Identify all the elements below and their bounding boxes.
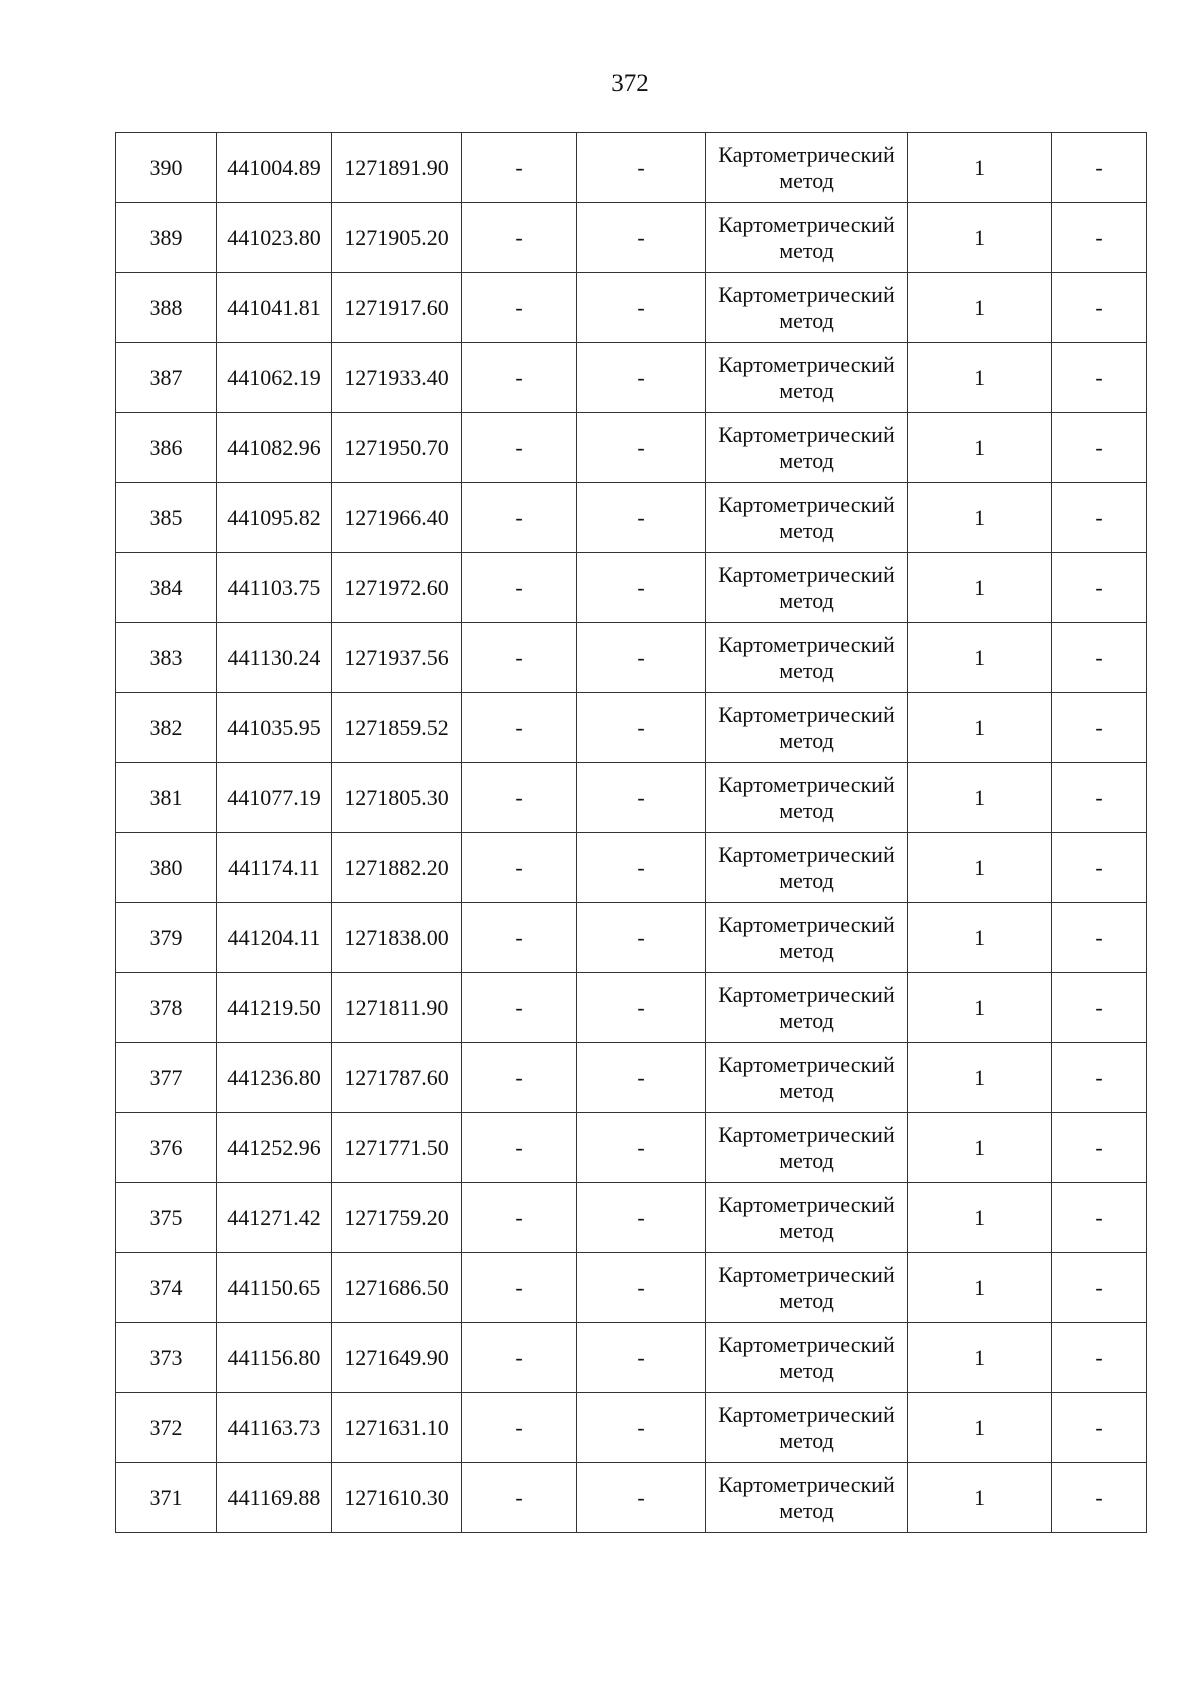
- method-line-2: метод: [779, 727, 834, 753]
- column-8-cell: -: [1052, 1323, 1147, 1393]
- accuracy-cell: 1: [908, 763, 1052, 833]
- point-number-cell: 381: [116, 763, 217, 833]
- column-8-cell: -: [1052, 973, 1147, 1043]
- point-number-cell: 387: [116, 343, 217, 413]
- table-row: [116, 483, 1147, 553]
- table-row: [116, 1323, 1147, 1393]
- x-coordinate-cell: 441156.80: [217, 1323, 332, 1393]
- accuracy-cell: 1: [908, 1463, 1052, 1533]
- column-8-cell: -: [1052, 1393, 1147, 1463]
- method-line-1: Картометрический: [718, 491, 895, 517]
- column-4-cell: -: [462, 763, 577, 833]
- table-row: [116, 1043, 1147, 1113]
- column-4-cell: -: [462, 623, 577, 693]
- method-line-2: метод: [779, 307, 834, 333]
- point-number-cell: 383: [116, 623, 217, 693]
- method-cell: [706, 833, 908, 903]
- method-line-1: Картометрический: [718, 561, 895, 587]
- method-cell: [706, 1043, 908, 1113]
- column-5-cell: -: [577, 413, 706, 483]
- method-line-1: Картометрический: [718, 631, 895, 657]
- method-line-2: метод: [779, 1357, 834, 1383]
- table-row: [116, 1253, 1147, 1323]
- method-line-1: Картометрический: [718, 1471, 895, 1497]
- method-line-1: Картометрический: [718, 1121, 895, 1147]
- y-coordinate-cell: 1271838.00: [332, 903, 462, 973]
- method-cell: [706, 1253, 908, 1323]
- method-line-1: Картометрический: [718, 911, 895, 937]
- column-8-cell: -: [1052, 273, 1147, 343]
- column-4-cell: -: [462, 413, 577, 483]
- y-coordinate-cell: 1271805.30: [332, 763, 462, 833]
- method-line-1: Картометрический: [718, 701, 895, 727]
- y-coordinate-cell: 1271771.50: [332, 1113, 462, 1183]
- column-5-cell: -: [577, 133, 706, 203]
- accuracy-cell: 1: [908, 973, 1052, 1043]
- y-coordinate-cell: 1271686.50: [332, 1253, 462, 1323]
- x-coordinate-cell: 441077.19: [217, 763, 332, 833]
- table-row: [116, 553, 1147, 623]
- method-cell: [706, 1113, 908, 1183]
- y-coordinate-cell: 1271933.40: [332, 343, 462, 413]
- accuracy-cell: 1: [908, 1113, 1052, 1183]
- method-line-2: метод: [779, 657, 834, 683]
- column-5-cell: -: [577, 1323, 706, 1393]
- accuracy-cell: 1: [908, 203, 1052, 273]
- x-coordinate-cell: 441103.75: [217, 553, 332, 623]
- point-number-cell: 375: [116, 1183, 217, 1253]
- method-line-2: метод: [779, 167, 834, 193]
- point-number-cell: 378: [116, 973, 217, 1043]
- column-4-cell: -: [462, 203, 577, 273]
- x-coordinate-cell: 441174.11: [217, 833, 332, 903]
- method-line-1: Картометрический: [718, 1261, 895, 1287]
- x-coordinate-cell: 441163.73: [217, 1393, 332, 1463]
- point-number-cell: 386: [116, 413, 217, 483]
- accuracy-cell: 1: [908, 693, 1052, 763]
- column-4-cell: -: [462, 1393, 577, 1463]
- column-5-cell: -: [577, 1253, 706, 1323]
- method-line-1: Картометрический: [718, 351, 895, 377]
- column-8-cell: -: [1052, 693, 1147, 763]
- x-coordinate-cell: 441095.82: [217, 483, 332, 553]
- method-cell: [706, 273, 908, 343]
- column-4-cell: -: [462, 903, 577, 973]
- table-row: [116, 273, 1147, 343]
- column-4-cell: -: [462, 1323, 577, 1393]
- table-row: [116, 623, 1147, 693]
- column-5-cell: -: [577, 763, 706, 833]
- column-5-cell: -: [577, 343, 706, 413]
- y-coordinate-cell: 1271937.56: [332, 623, 462, 693]
- y-coordinate-cell: 1271917.60: [332, 273, 462, 343]
- x-coordinate-cell: 441219.50: [217, 973, 332, 1043]
- column-5-cell: -: [577, 1043, 706, 1113]
- method-line-2: метод: [779, 377, 834, 403]
- method-line-1: Картометрический: [718, 981, 895, 1007]
- method-line-2: метод: [779, 1007, 834, 1033]
- point-number-cell: 376: [116, 1113, 217, 1183]
- column-4-cell: -: [462, 133, 577, 203]
- column-8-cell: -: [1052, 1113, 1147, 1183]
- accuracy-cell: 1: [908, 413, 1052, 483]
- method-cell: [706, 763, 908, 833]
- method-line-1: Картометрический: [718, 1051, 895, 1077]
- x-coordinate-cell: 441082.96: [217, 413, 332, 483]
- table-row: [116, 1463, 1147, 1533]
- method-cell: [706, 1323, 908, 1393]
- table-row: [116, 693, 1147, 763]
- method-cell: [706, 1393, 908, 1463]
- column-5-cell: -: [577, 833, 706, 903]
- y-coordinate-cell: 1271882.20: [332, 833, 462, 903]
- column-8-cell: -: [1052, 343, 1147, 413]
- x-coordinate-cell: 441062.19: [217, 343, 332, 413]
- point-number-cell: 380: [116, 833, 217, 903]
- y-coordinate-cell: 1271972.60: [332, 553, 462, 623]
- x-coordinate-cell: 441252.96: [217, 1113, 332, 1183]
- accuracy-cell: 1: [908, 1183, 1052, 1253]
- column-8-cell: -: [1052, 1183, 1147, 1253]
- column-8-cell: -: [1052, 203, 1147, 273]
- column-8-cell: -: [1052, 903, 1147, 973]
- point-number-cell: 390: [116, 133, 217, 203]
- x-coordinate-cell: 441169.88: [217, 1463, 332, 1533]
- x-coordinate-cell: 441271.42: [217, 1183, 332, 1253]
- column-5-cell: -: [577, 1393, 706, 1463]
- point-number-cell: 373: [116, 1323, 217, 1393]
- point-number-cell: 389: [116, 203, 217, 273]
- y-coordinate-cell: 1271649.90: [332, 1323, 462, 1393]
- column-4-cell: -: [462, 273, 577, 343]
- table-row: [116, 973, 1147, 1043]
- method-cell: [706, 483, 908, 553]
- table-row: [116, 343, 1147, 413]
- table-row: [116, 763, 1147, 833]
- method-line-2: метод: [779, 237, 834, 263]
- column-8-cell: -: [1052, 133, 1147, 203]
- method-cell: [706, 693, 908, 763]
- accuracy-cell: 1: [908, 553, 1052, 623]
- method-cell: [706, 973, 908, 1043]
- y-coordinate-cell: 1271859.52: [332, 693, 462, 763]
- method-line-2: метод: [779, 1077, 834, 1103]
- accuracy-cell: 1: [908, 483, 1052, 553]
- column-4-cell: -: [462, 1183, 577, 1253]
- y-coordinate-cell: 1271950.70: [332, 413, 462, 483]
- method-line-1: Картометрический: [718, 281, 895, 307]
- method-cell: [706, 133, 908, 203]
- column-4-cell: -: [462, 343, 577, 413]
- accuracy-cell: 1: [908, 343, 1052, 413]
- y-coordinate-cell: 1271891.90: [332, 133, 462, 203]
- accuracy-cell: 1: [908, 1253, 1052, 1323]
- method-line-1: Картометрический: [718, 211, 895, 237]
- method-cell: [706, 1183, 908, 1253]
- column-5-cell: -: [577, 903, 706, 973]
- column-4-cell: -: [462, 1463, 577, 1533]
- method-line-2: метод: [779, 517, 834, 543]
- y-coordinate-cell: 1271610.30: [332, 1463, 462, 1533]
- table-row: [116, 1393, 1147, 1463]
- method-line-2: метод: [779, 1497, 834, 1523]
- point-number-cell: 377: [116, 1043, 217, 1113]
- y-coordinate-cell: 1271811.90: [332, 973, 462, 1043]
- method-line-2: метод: [779, 1217, 834, 1243]
- method-line-2: метод: [779, 937, 834, 963]
- x-coordinate-cell: 441035.95: [217, 693, 332, 763]
- method-cell: [706, 413, 908, 483]
- method-line-1: Картометрический: [718, 1401, 895, 1427]
- method-line-1: Картометрический: [718, 421, 895, 447]
- page-number: 372: [611, 70, 649, 97]
- accuracy-cell: 1: [908, 1043, 1052, 1113]
- table-row: [116, 1113, 1147, 1183]
- method-cell: [706, 1463, 908, 1533]
- accuracy-cell: 1: [908, 903, 1052, 973]
- column-8-cell: -: [1052, 1043, 1147, 1113]
- column-8-cell: -: [1052, 623, 1147, 693]
- column-8-cell: -: [1052, 1253, 1147, 1323]
- column-5-cell: -: [577, 1183, 706, 1253]
- column-8-cell: -: [1052, 483, 1147, 553]
- column-4-cell: -: [462, 973, 577, 1043]
- table-row: [116, 833, 1147, 903]
- accuracy-cell: 1: [908, 623, 1052, 693]
- point-number-cell: 371: [116, 1463, 217, 1533]
- column-4-cell: -: [462, 483, 577, 553]
- method-line-2: метод: [779, 1287, 834, 1313]
- column-5-cell: -: [577, 1113, 706, 1183]
- y-coordinate-cell: 1271759.20: [332, 1183, 462, 1253]
- y-coordinate-cell: 1271631.10: [332, 1393, 462, 1463]
- method-cell: [706, 623, 908, 693]
- column-4-cell: -: [462, 1113, 577, 1183]
- table-row: [116, 413, 1147, 483]
- column-8-cell: -: [1052, 553, 1147, 623]
- method-line-2: метод: [779, 1147, 834, 1173]
- table-row: [116, 133, 1147, 203]
- column-8-cell: -: [1052, 833, 1147, 903]
- column-4-cell: -: [462, 833, 577, 903]
- method-cell: [706, 203, 908, 273]
- column-5-cell: -: [577, 973, 706, 1043]
- column-8-cell: -: [1052, 763, 1147, 833]
- column-5-cell: -: [577, 483, 706, 553]
- y-coordinate-cell: 1271905.20: [332, 203, 462, 273]
- column-4-cell: -: [462, 693, 577, 763]
- method-line-1: Картометрический: [718, 1331, 895, 1357]
- column-5-cell: -: [577, 553, 706, 623]
- coordinates-table: [115, 132, 1147, 1533]
- point-number-cell: 372: [116, 1393, 217, 1463]
- column-5-cell: -: [577, 623, 706, 693]
- column-8-cell: -: [1052, 413, 1147, 483]
- y-coordinate-cell: 1271966.40: [332, 483, 462, 553]
- method-line-2: метод: [779, 1427, 834, 1453]
- x-coordinate-cell: 441236.80: [217, 1043, 332, 1113]
- method-line-1: Картометрический: [718, 841, 895, 867]
- accuracy-cell: 1: [908, 833, 1052, 903]
- x-coordinate-cell: 441150.65: [217, 1253, 332, 1323]
- method-cell: [706, 903, 908, 973]
- point-number-cell: 388: [116, 273, 217, 343]
- point-number-cell: 385: [116, 483, 217, 553]
- table-body: [116, 133, 1147, 1533]
- method-line-2: метод: [779, 587, 834, 613]
- method-line-2: метод: [779, 867, 834, 893]
- column-5-cell: -: [577, 1463, 706, 1533]
- column-5-cell: -: [577, 203, 706, 273]
- x-coordinate-cell: 441204.11: [217, 903, 332, 973]
- column-4-cell: -: [462, 553, 577, 623]
- point-number-cell: 384: [116, 553, 217, 623]
- method-line-1: Картометрический: [718, 141, 895, 167]
- point-number-cell: 382: [116, 693, 217, 763]
- accuracy-cell: 1: [908, 133, 1052, 203]
- column-8-cell: -: [1052, 1463, 1147, 1533]
- accuracy-cell: 1: [908, 1323, 1052, 1393]
- column-5-cell: -: [577, 693, 706, 763]
- table-row: [116, 203, 1147, 273]
- method-cell: [706, 553, 908, 623]
- table-row: [116, 903, 1147, 973]
- method-line-1: Картометрический: [718, 771, 895, 797]
- accuracy-cell: 1: [908, 1393, 1052, 1463]
- point-number-cell: 374: [116, 1253, 217, 1323]
- column-5-cell: -: [577, 273, 706, 343]
- column-4-cell: -: [462, 1043, 577, 1113]
- point-number-cell: 379: [116, 903, 217, 973]
- x-coordinate-cell: 441023.80: [217, 203, 332, 273]
- x-coordinate-cell: 441041.81: [217, 273, 332, 343]
- method-line-2: метод: [779, 797, 834, 823]
- accuracy-cell: 1: [908, 273, 1052, 343]
- y-coordinate-cell: 1271787.60: [332, 1043, 462, 1113]
- column-4-cell: -: [462, 1253, 577, 1323]
- method-line-1: Картометрический: [718, 1191, 895, 1217]
- x-coordinate-cell: 441004.89: [217, 133, 332, 203]
- x-coordinate-cell: 441130.24: [217, 623, 332, 693]
- method-line-2: метод: [779, 447, 834, 473]
- method-cell: [706, 343, 908, 413]
- table-row: [116, 1183, 1147, 1253]
